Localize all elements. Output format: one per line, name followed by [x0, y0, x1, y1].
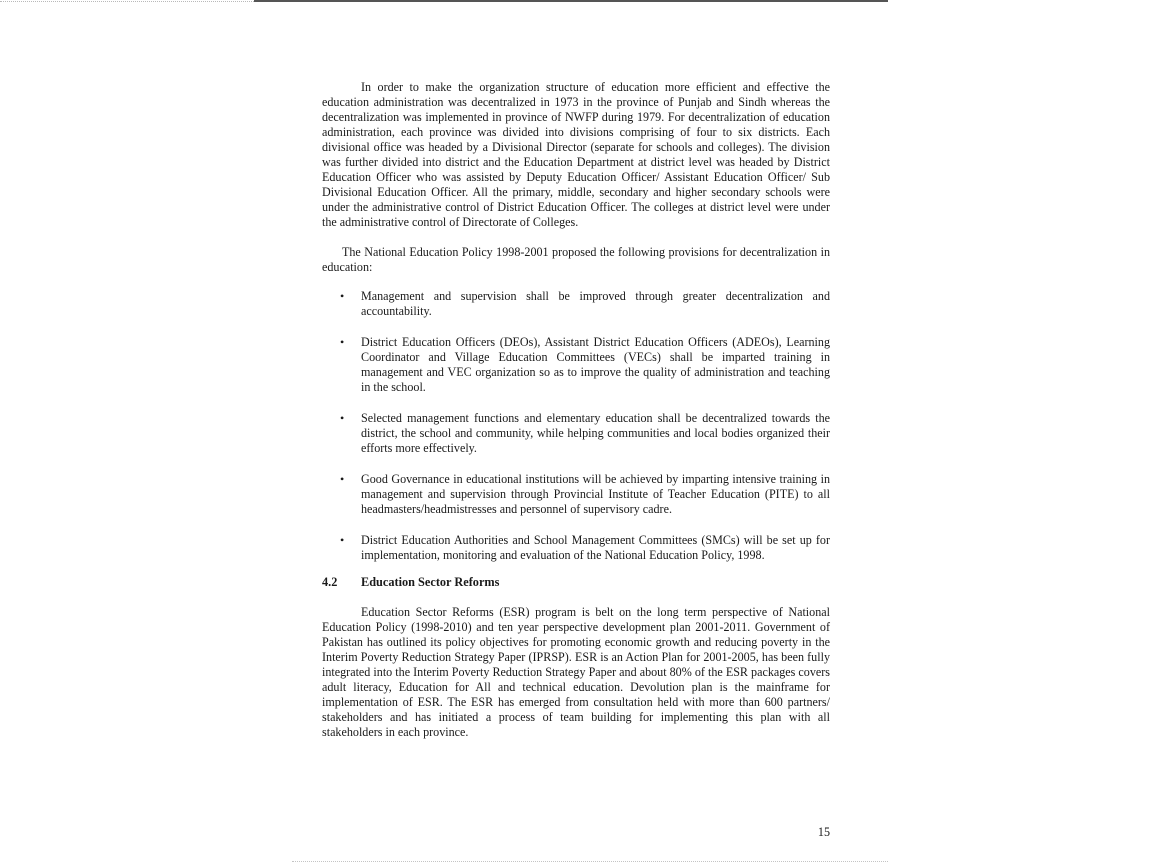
section-heading — [322, 575, 830, 590]
section-title: Education Sector Reforms — [361, 575, 500, 589]
bullet-icon: • — [340, 533, 345, 547]
list-item — [322, 289, 830, 319]
list-item-text: Management and supervision shall be improved through greater decentralization and accountability. — [361, 289, 830, 318]
bullet-icon: • — [340, 472, 345, 486]
page-top-border — [254, 0, 888, 2]
list-item-text: District Education Officers (DEOs), Assistant District Education Officers (ADEOs), Learning Coordinator and Village Education Committees (VECs) shall be imparted training in management and VEC organization so as to improve the quality of administration and teaching in the school. — [361, 335, 830, 394]
list-item — [322, 335, 830, 395]
paragraph-decentralization-history: In order to make the organization structure of education more efficient and effective the education administration was decentralized in 1973 in the province of Punjab and Sindh whereas the decentralization was implemented in province of NWFP during 1979. For decentralization of education administration, each province was divided into divisions comprising of four to six districts. Each divisional office was headed by a Divisional Director (separate for schools and colleges). The division was further divided into district and the Education Department at district level was headed by District Education Officer who was assisted by Deputy Education Officer/ Assistant Education Officer/ Sub Divisional Education Officer. All the primary, middle, secondary and higher secondary schools were under the administrative control of District Education Officer. The colleges at district level were under the administrative control of Directorate of Colleges. — [322, 80, 830, 229]
bullet-icon: • — [340, 411, 345, 425]
page-number: 15 — [817, 825, 830, 839]
list-item-text: District Education Authorities and School Management Committees (SMCs) will be set up for implementation, monitoring and evaluation of the National Education Policy, 1998. — [361, 533, 830, 562]
list-item — [322, 472, 830, 517]
section-number: 4.2 — [322, 575, 338, 589]
top-dotted-rule — [0, 1, 254, 2]
list-item — [322, 533, 830, 563]
list-item — [322, 411, 830, 456]
paragraph-policy-intro: The National Education Policy 1998-2001 proposed the following provisions for decentralization in education: — [322, 245, 830, 274]
list-item-text: Good Governance in educational institutions will be achieved by imparting intensive training in management and supervision through Provincial Institute of Teacher Education (PITE) to all headmasters/headmistresses and personnel of supervisory cadre. — [361, 472, 830, 516]
policy-provisions-list — [322, 289, 830, 563]
paragraph-esr-program: Education Sector Reforms (ESR) program is belt on the long term perspective of National Education Policy (1998-2010) and ten year perspective development plan 2001-2011. Government of Pakistan has outlined its policy objectives for promoting economic growth and reducing poverty in the Interim Poverty Reduction Strategy Paper (IPRSP). ESR is an Action Plan for 2001-2005, has been fully integrated into the Interim Poverty Reduction Strategy Paper and about 80% of the ESR packages covers adult literacy, Education for All and technical education. Devolution plan is the mainframe for implementation of ESR. The ESR has emerged from consultation held with more than 600 partners/ stakeholders and has initiated a process of team building for implementing this plan with all stakeholders in each province. — [322, 605, 830, 739]
bottom-dotted-rule — [292, 861, 888, 862]
bullet-icon: • — [340, 335, 345, 349]
bullet-icon: • — [340, 289, 345, 303]
document-page-body — [322, 80, 830, 740]
list-item-text: Selected management functions and elementary education shall be decentralized towards the district, the school and community, while helping communities and local bodies organized their efforts more effectively. — [361, 411, 830, 455]
